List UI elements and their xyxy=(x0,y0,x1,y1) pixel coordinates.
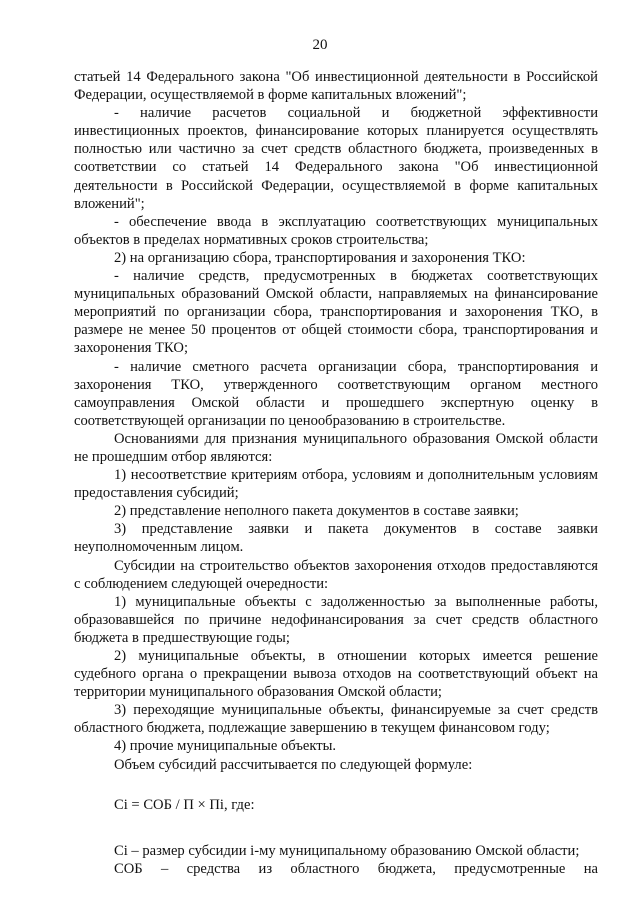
paragraph: Основаниями для признания муниципального образования Омской области не прошедшим отбор являются: xyxy=(74,430,598,465)
paragraph: - наличие сметного расчета организации сбора, транспортирования и захоронения ТКО, утвержденного соответствующим органом местного самоуправления Омской области и прошедшего экспертную оценку в соответствующей организации по ценообразованию в строительстве. xyxy=(74,358,598,429)
paragraph: 1) муниципальные объекты с задолженностью за выполненные работы, образовавшейся по причине недофинансирования за счет средств областного бюджета в предшествующие годы; xyxy=(74,593,598,646)
page-number: 20 xyxy=(312,37,328,53)
paragraph: - наличие расчетов социальной и бюджетной эффективности инвестиционных проектов, финансирование которых планируется осуществлять полностью или частично за счет средств областного бюджета, произведенных в соответствии со статьей 14 Федерального закона "Об инвестиционной деятельности в Российской Федерации, осуществляемой в форме капитальных вложений"; xyxy=(74,105,598,212)
paragraph: 2) представление неполного пакета документов в составе заявки; xyxy=(114,503,519,520)
paragraph: 2) на организацию сбора, транспортирования и захоронения ТКО: xyxy=(114,249,526,266)
subsidy-formula: Ci = СОБ / П × Пi, где: xyxy=(114,796,255,813)
paragraph: 3) представление заявки и пакета документов в составе заявки неуполномоченным лицом. xyxy=(74,521,598,556)
paragraph: 3) переходящие муниципальные объекты, финансируемые за счет средств областного бюджета, подлежащие завершению в текущем финансовом году; xyxy=(74,702,598,737)
paragraph: 2) муниципальные объекты, в отношении которых имеется решение судебного органа о прекращении вывоза отходов на соответствующий объект на территории муниципального образования Омской области; xyxy=(74,648,598,701)
definition-line: СОБ – средства из областного бюджета, предусмотренные на xyxy=(114,860,598,877)
paragraph: - наличие средств, предусмотренных в бюджетах соответствующих муниципальных образований Омской области, направляемых на финансирование мероприятий по организации сбора, транспортирования и захоронения ТКО, в размере не менее 50 процентов от общей стоимости сбора, транспортирования и захоронения ТКО; xyxy=(74,268,598,357)
document-body xyxy=(74,68,598,878)
paragraph: 4) прочие муниципальные объекты. xyxy=(114,738,337,755)
paragraph: Субсидии на строительство объектов захоронения отходов предоставляются с соблюдением следующей очередности: xyxy=(74,557,598,592)
paragraph: статьей 14 Федерального закона "Об инвестиционной деятельности в Российской Федерации, осуществляемой в форме капитальных вложений"; xyxy=(74,69,598,104)
paragraph: - обеспечение ввода в эксплуатацию соответствующих муниципальных объектов в пределах нормативных сроков строительства; xyxy=(74,213,598,248)
definition-line: Ci – размер субсидии i-му муниципальному образованию Омской области; xyxy=(114,842,580,859)
paragraph: 1) несоответствие критериям отбора, условиям и дополнительным условиям предоставления субсидий; xyxy=(74,467,598,502)
paragraph: Объем субсидий рассчитывается по следующей формуле: xyxy=(114,756,473,773)
